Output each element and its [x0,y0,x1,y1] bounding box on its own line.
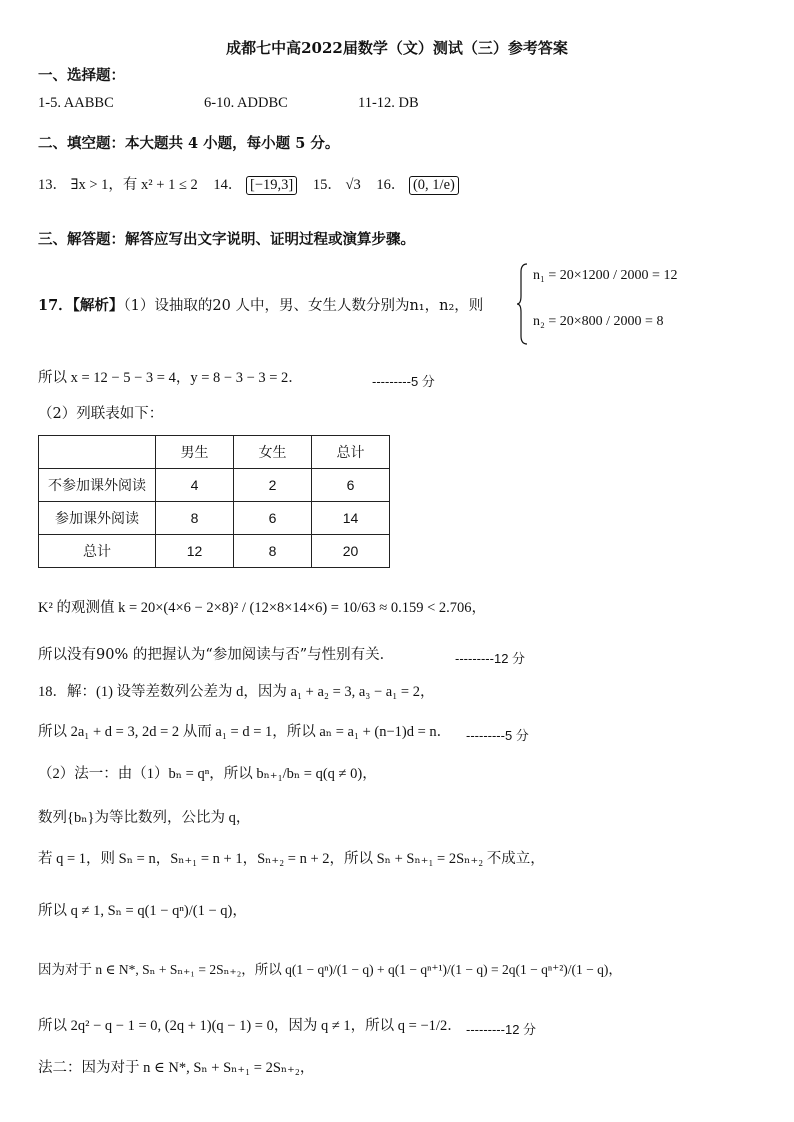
q17-final: 所以没有90% 的把握认为“参加阅读与否”与性别有关． [38,647,395,663]
q18-score-12: ---------12 分 [466,1022,537,1037]
table-row [39,469,390,502]
table-cell: 4 [156,469,234,502]
table-header-row [39,436,390,469]
q18-line5: 若 q = 1，则 Sₙ = n，Sₙ₊₁ = n + 1，Sₙ₊₂ = n + 2，所以 Sₙ + Sₙ₊₁ = 2Sₙ₊₂ 不成立， [38,851,545,867]
q17-part2: （2）列联表如下： [38,406,164,422]
section2-heading: 二、填空题：本大题共 4 小题，每小题 5 分。 [38,135,340,152]
answers-11-12: 11-12. DB [358,95,419,111]
table-cell: 总计 [39,535,156,568]
q14-label: 14． [213,177,243,193]
q15-answer: √3 [345,177,361,193]
q13-label: 13． [38,177,67,193]
q16-label: 16． [376,177,406,193]
q18-line8: 所以 2q² − q − 1 = 0, (2q + 1)(q − 1) = 0，因为 q ≠ 1，所以 q = −1/2． [38,1018,462,1034]
q18-line6: 所以 q ≠ 1, Sₙ = q(1 − qⁿ)/(1 − q)， [38,903,247,919]
table-header-cell: 男生 [156,436,234,469]
q17-k2: K² 的观测值 k = 20×(4×6 − 2×8)² / (12×8×14×6) = 10/63 ≈ 0.159 < 2.706， [38,600,487,616]
q17-conclusion: 所以 x = 12 − 5 − 3 = 4，y = 8 − 3 − 3 = 2． [38,370,303,386]
q17-score-12: ---------12 分 [455,651,526,666]
left-brace-icon [517,262,529,346]
q17-n2: n₂ = 20×800 / 2000 = 8 [533,314,664,329]
q17-intro: （1）设抽取的20 人中，男、女生人数分别为n₁，n₂，则 [123,298,484,314]
table-cell: 6 [312,469,390,502]
table-cell: 12 [156,535,234,568]
table-cell: 参加课外阅读 [39,502,156,535]
page-title: 成都七中高2022届数学（文）测试（三）参考答案 [226,39,568,57]
q18-line9: 法二：因为对于 n ∈ N*, Sₙ + Sₙ₊₁ = 2Sₙ₊₂， [38,1060,315,1076]
table-cell: 8 [156,502,234,535]
q17-score-5: ---------5 分 [372,374,435,389]
table-cell: 2 [234,469,312,502]
q18-line7: 因为对于 n ∈ N*, Sₙ + Sₙ₊₁ = 2Sₙ₊₂，所以 q(1 − qⁿ)/(1 − q) + q(1 − qⁿ⁺¹)/(1 − q) = 2q(1 − qⁿ⁺²)/(1 − q)， [38,962,622,977]
contingency-table [38,435,390,568]
q14-answer: [−19,3] [246,176,297,195]
q18-score-5: ---------5 分 [466,728,529,743]
table-row [39,502,390,535]
q16-answer: (0, 1/e) [409,176,459,195]
table-header-cell: 女生 [234,436,312,469]
q17-n1: n₁ = 20×1200 / 2000 = 12 [533,268,678,283]
table-header-cell [39,436,156,469]
q18-line4: 数列{bₙ}为等比数列，公比为 q， [38,810,251,826]
table-header-cell: 总计 [312,436,390,469]
q17-label: 17．【解析】 [38,297,124,314]
answers-1-5: 1-5. AABBC [38,95,114,111]
table-row [39,535,390,568]
table-cell: 不参加课外阅读 [39,469,156,502]
section3-heading: 三、解答题：解答应写出文字说明、证明过程或演算步骤。 [38,231,415,248]
q18-line2: 所以 2a₁ + d = 3, 2d = 2 从而 a₁ = d = 1，所以 aₙ = a₁ + (n−1)d = n． [38,724,452,740]
section1-heading: 一、选择题： [38,67,125,84]
table-cell: 8 [234,535,312,568]
q18-line3: （2）法一：由（1）bₙ = qⁿ，所以 bₙ₊₁/bₙ = q(q ≠ 0)， [38,766,377,782]
q17-line1 [38,297,483,315]
q18-line1: 18．解：(1) 设等差数列公差为 d，因为 a₁ + a₂ = 3, a₃ − a₁ = 2， [38,684,435,700]
answers-6-10: 6-10. ADDBC [204,95,288,111]
fill-in-answers [38,176,459,195]
q13-answer: ∃x > 1，有 x² + 1 ≤ 2 [70,177,198,193]
table-cell: 14 [312,502,390,535]
table-cell: 20 [312,535,390,568]
table-cell: 6 [234,502,312,535]
q15-label: 15． [312,177,342,193]
